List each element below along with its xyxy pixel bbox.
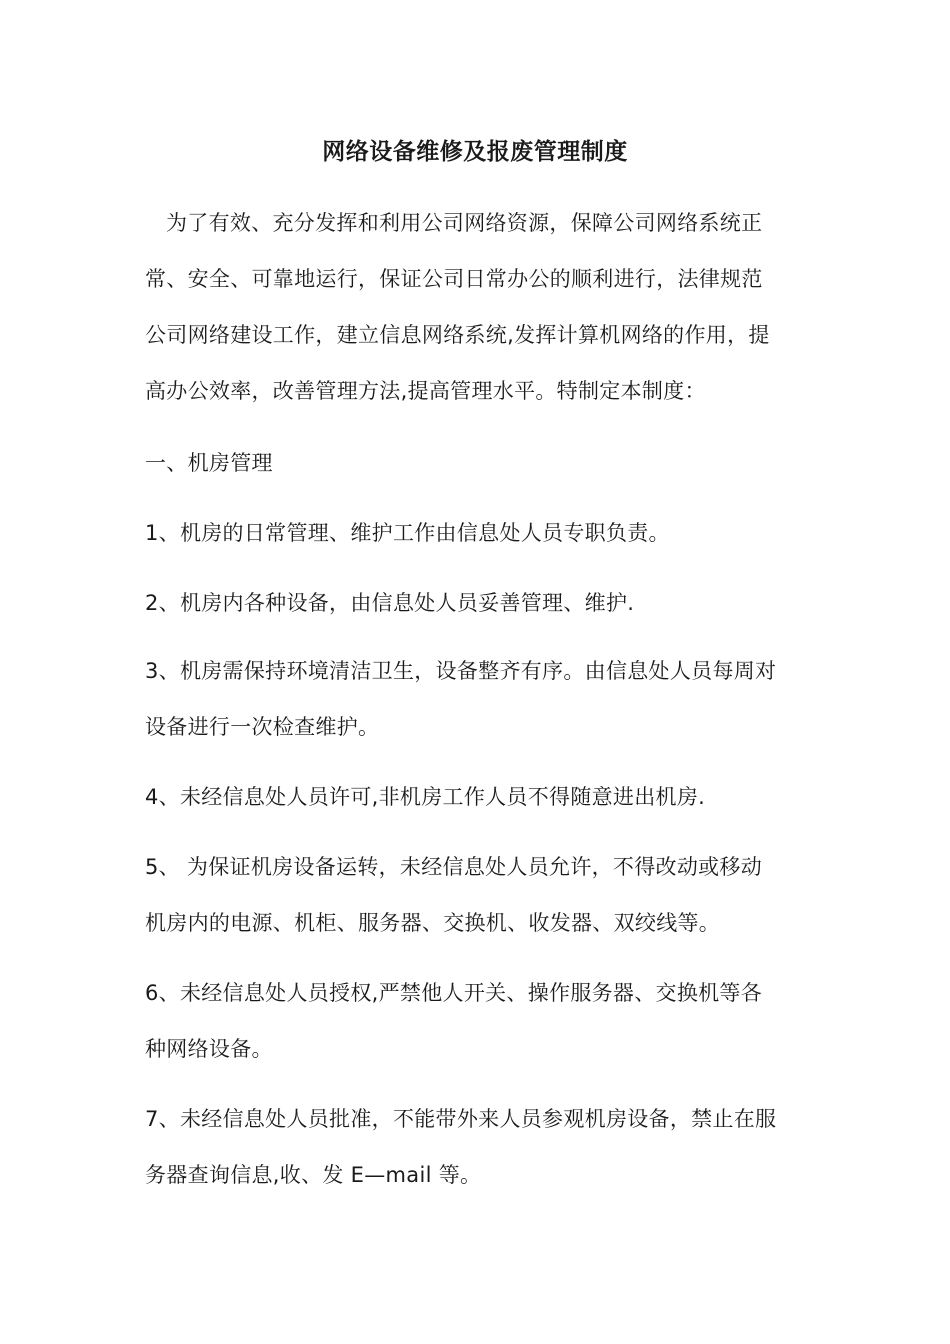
intro-line-2: 常、安全、可靠地运行，保证公司日常办公的顺利进行，法律规范 xyxy=(145,267,763,291)
rule-6-line-2: 种网络设备。 xyxy=(145,1037,273,1061)
rule-5-line-1: 5、 为保证机房设备运转，未经信息处人员允许，不得改动或移动 xyxy=(145,855,763,879)
rule-3-line-2: 设备进行一次检查维护。 xyxy=(145,715,380,739)
intro-line-4: 高办公效率，改善管理方法,提高管理水平。特制定本制度： xyxy=(145,379,706,403)
rule-7-line-1: 7、未经信息处人员批准，不能带外来人员参观机房设备，禁止在服 xyxy=(145,1107,777,1131)
rule-1-line-1: 1、机房的日常管理、维护工作由信息处人员专职负责。 xyxy=(145,521,670,545)
document-title: 网络设备维修及报废管理制度 xyxy=(322,139,628,165)
rule-2-line-1: 2、机房内各种设备，由信息处人员妥善管理、维护. xyxy=(145,591,635,615)
section-heading: 一、机房管理 xyxy=(145,451,273,475)
rule-3-line-1: 3、机房需保持环境清洁卫生，设备整齐有序。由信息处人员每周对 xyxy=(145,659,777,683)
rule-6-line-1: 6、未经信息处人员授权,严禁他人开关、操作服务器、交换机等各 xyxy=(145,981,763,1005)
intro-line-1: 为了有效、充分发挥和利用公司网络资源，保障公司网络系统正 xyxy=(166,211,763,235)
rule-5-line-2: 机房内的电源、机柜、服务器、交换机、收发器、双绞线等。 xyxy=(145,911,721,935)
rule-4-line-1: 4、未经信息处人员许可,非机房工作人员不得随意进出机房. xyxy=(145,785,706,809)
rule-7-line-2: 务器查询信息,收、发 E—mail 等。 xyxy=(145,1163,482,1187)
intro-line-3: 公司网络建设工作，建立信息网络系统,发挥计算机网络的作用，提 xyxy=(145,323,770,347)
